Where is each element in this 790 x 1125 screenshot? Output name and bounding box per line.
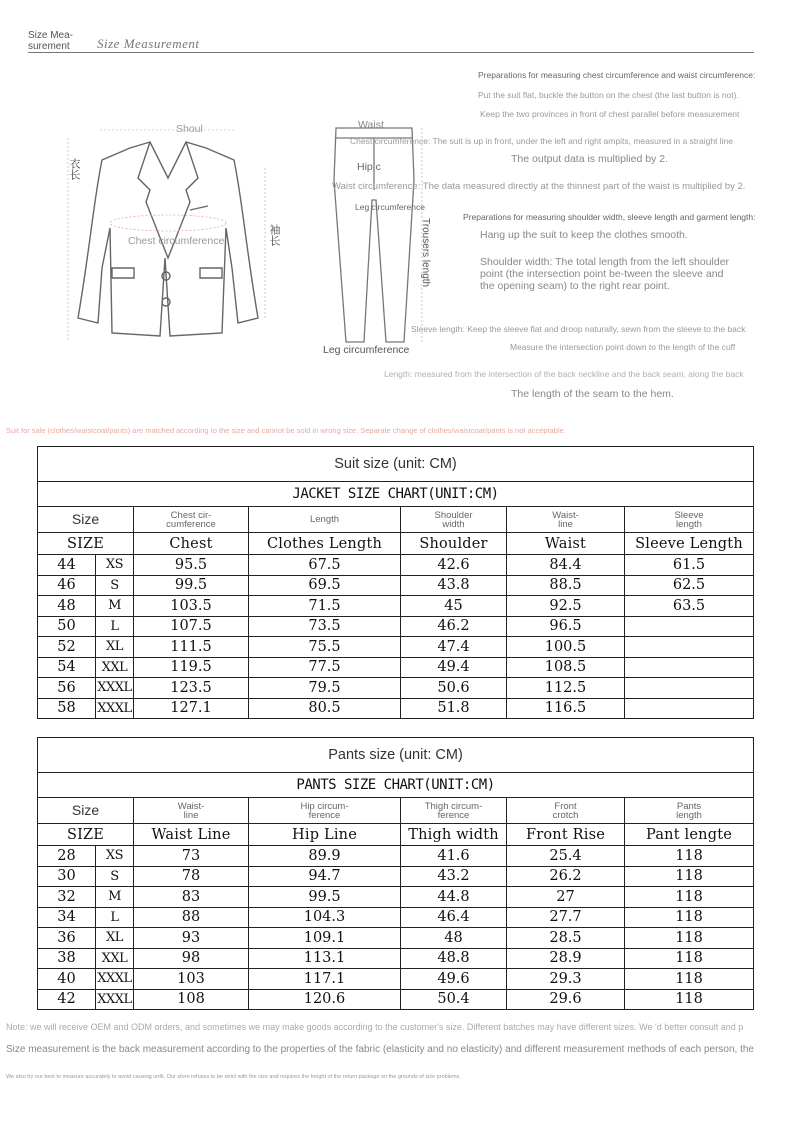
jacket-cell: 127.1: [134, 698, 249, 719]
shoulder-instruction: Shoulder width: The total length from the left shoulder point (the intersection point be-tween the sleeve and the opening seam) to the right rear point.: [480, 256, 730, 292]
jacket-label-cell: Shoulder width: [401, 507, 507, 533]
waist-instruction: Waist circumference: The data measured directly at the thinnest part of the waist is multiplied by 2.: [332, 181, 746, 192]
pants-cell: XL: [96, 928, 134, 949]
chest-instruction-title: Preparations for measuring chest circumference and waist circumference:: [478, 70, 756, 80]
jacket-cell: S: [96, 575, 134, 596]
pants-cell: 29.6: [507, 989, 625, 1010]
pants-cell: 43.2: [401, 866, 507, 887]
jacket-cell: 112.5: [507, 678, 625, 699]
jacket-size-table: [37, 446, 754, 719]
jacket-cell: 42.6: [401, 555, 507, 576]
pants-cell: XS: [96, 846, 134, 867]
pants-cell: M: [96, 887, 134, 908]
pants-cell: 118: [625, 948, 754, 969]
table-row: [38, 678, 754, 699]
pants-label-cell: Hip circum- ference: [249, 798, 401, 824]
table-row: [38, 948, 754, 969]
jacket-label-cell: Waist- line: [507, 507, 625, 533]
table-row: [38, 698, 754, 719]
jacket-cell: [625, 657, 754, 678]
jacket-header-cell: Clothes Length: [249, 533, 401, 555]
cn-sleeve-label: 袖长: [268, 224, 280, 246]
chest-instruction-2: Keep the two provinces in front of chest parallel before measurement: [480, 109, 740, 119]
pants-cell: 118: [625, 866, 754, 887]
jacket-cell: 67.5: [249, 555, 401, 576]
jacket-cell: 116.5: [507, 698, 625, 719]
footer-note-1: Note: we will receive OEM and ODM orders, and sometimes we may make goods according to the customer's size. Different batches may have different sizes. We 'd better consult and p: [6, 1022, 744, 1032]
shoulder-instruction-title: Preparations for measuring shoulder width, sleeve length and garment length:: [463, 212, 756, 222]
jacket-cell: 119.5: [134, 657, 249, 678]
jacket-cell: 46.2: [401, 616, 507, 637]
pants-label-cell: Waist- line: [134, 798, 249, 824]
jacket-cell: L: [96, 616, 134, 637]
pants-header-cell: Waist Line: [134, 824, 249, 846]
pants-cell: 26.2: [507, 866, 625, 887]
pants-cell: L: [96, 907, 134, 928]
jacket-cell: 43.8: [401, 575, 507, 596]
pants-cell: 108: [134, 989, 249, 1010]
pants-illustration: [322, 120, 432, 350]
table-row: [38, 575, 754, 596]
jacket-cell: 69.5: [249, 575, 401, 596]
jacket-cell: XXL: [96, 657, 134, 678]
pants-cell: 34: [38, 907, 96, 928]
pants-header-cell: Front Rise: [507, 824, 625, 846]
waist-label: Waist: [358, 119, 384, 131]
pants-cell: 44.8: [401, 887, 507, 908]
jacket-label-cell: Sleeve length: [625, 507, 754, 533]
pants-cell: 46.4: [401, 907, 507, 928]
jacket-cell: 50.6: [401, 678, 507, 699]
jacket-cell: 45: [401, 596, 507, 617]
pants-label-cell: Pants length: [625, 798, 754, 824]
jacket-cell: 79.5: [249, 678, 401, 699]
leg-circumference-lower-label: Leg circumference: [323, 344, 410, 356]
pants-cell: 41.6: [401, 846, 507, 867]
pants-header-cell: SIZE: [38, 824, 134, 846]
pants-cell: 117.1: [249, 969, 401, 990]
jacket-cell: [625, 698, 754, 719]
pants-cell: 88: [134, 907, 249, 928]
table-row: [38, 846, 754, 867]
pants-cell: 42: [38, 989, 96, 1010]
pants-cell: 118: [625, 969, 754, 990]
chest-label: Chest circumference: [128, 235, 225, 247]
table-row: [38, 989, 754, 1010]
jacket-cell: 61.5: [625, 555, 754, 576]
pants-cell: 113.1: [249, 948, 401, 969]
pants-cell: XXL: [96, 948, 134, 969]
hang-instruction: Hang up the suit to keep the clothes smooth.: [480, 229, 688, 241]
pants-cell: 28.9: [507, 948, 625, 969]
jacket-label-cell: Chest cir- cumference: [134, 507, 249, 533]
jacket-cell: 71.5: [249, 596, 401, 617]
pants-cell: 104.3: [249, 907, 401, 928]
jacket-cell: 50: [38, 616, 96, 637]
jacket-cell: 99.5: [134, 575, 249, 596]
pants-cell: 38: [38, 948, 96, 969]
sale-note: Suit for sale (clothes/waistcoat/pants) are matched according to the size and cannot be sold in wrong size. Separate change of clothes/waistcoat/pants is not acceptable.: [6, 426, 566, 435]
jacket-cell: XXXL: [96, 698, 134, 719]
pants-cell: 49.6: [401, 969, 507, 990]
length-instruction-1: Length: measured from the intersection of the back neckline and the back seam, along the back: [384, 369, 744, 379]
pants-cell: 28: [38, 846, 96, 867]
jacket-table-subtitle: JACKET SIZE CHART(UNIT:CM): [38, 482, 754, 507]
jacket-cell: 58: [38, 698, 96, 719]
jacket-cell: 52: [38, 637, 96, 658]
jacket-cell: 47.4: [401, 637, 507, 658]
jacket-cell: 62.5: [625, 575, 754, 596]
leg-circumference-upper-label: Leg circumference: [355, 202, 425, 212]
pants-cell: 27: [507, 887, 625, 908]
pants-cell: 78: [134, 866, 249, 887]
pants-cell: 28.5: [507, 928, 625, 949]
pants-header-cell: Hip Line: [249, 824, 401, 846]
table-row: [38, 637, 754, 658]
length-instruction-2: The length of the seam to the hem.: [511, 388, 674, 400]
table-row: [38, 887, 754, 908]
pants-cell: 25.4: [507, 846, 625, 867]
jacket-cell: 46: [38, 575, 96, 596]
jacket-cell: 107.5: [134, 616, 249, 637]
jacket-cell: 103.5: [134, 596, 249, 617]
pants-cell: 103: [134, 969, 249, 990]
jacket-cell: 84.4: [507, 555, 625, 576]
chest-instruction-4: The output data is multiplied by 2.: [511, 153, 669, 165]
jacket-cell: 95.5: [134, 555, 249, 576]
pants-cell: 83: [134, 887, 249, 908]
jacket-label-cell: Size: [38, 507, 134, 533]
jacket-header-cell: Shoulder: [401, 533, 507, 555]
pants-header-cell: Thigh width: [401, 824, 507, 846]
jacket-cell: 123.5: [134, 678, 249, 699]
jacket-header-cell: Sleeve Length: [625, 533, 754, 555]
pants-cell: 32: [38, 887, 96, 908]
jacket-label-cell: Length: [249, 507, 401, 533]
jacket-cell: 80.5: [249, 698, 401, 719]
pants-label-cell: Thigh circum- ference: [401, 798, 507, 824]
jacket-cell: 75.5: [249, 637, 401, 658]
header-label-line1: Size Mea-: [28, 30, 74, 41]
pants-label-cell: Size: [38, 798, 134, 824]
table-row: [38, 555, 754, 576]
sleeve-instruction-2: Measure the intersection point down to the length of the cuff: [510, 342, 736, 352]
pants-cell: 40: [38, 969, 96, 990]
jacket-cell: [625, 616, 754, 637]
pants-cell: 36: [38, 928, 96, 949]
table-row: [38, 907, 754, 928]
pants-cell: XXXL: [96, 989, 134, 1010]
pants-cell: 98: [134, 948, 249, 969]
pants-cell: 118: [625, 846, 754, 867]
jacket-table-title: Suit size (unit: CM): [38, 447, 754, 482]
jacket-cell: 111.5: [134, 637, 249, 658]
jacket-cell: 54: [38, 657, 96, 678]
jacket-cell: 44: [38, 555, 96, 576]
footer-note-2: Size measurement is the back measurement according to the properties of the fabric (elasticity and no elasticity) and different measurement methods of each person, the: [6, 1044, 754, 1055]
jacket-cell: 96.5: [507, 616, 625, 637]
trousers-length-label: Trousers length: [420, 218, 431, 288]
jacket-header-cell: Waist: [507, 533, 625, 555]
header-divider: [28, 52, 754, 53]
jacket-header-cell: Chest: [134, 533, 249, 555]
jacket-cell: 73.5: [249, 616, 401, 637]
jacket-cell: XL: [96, 637, 134, 658]
jacket-cell: M: [96, 596, 134, 617]
jacket-cell: 77.5: [249, 657, 401, 678]
pants-cell: 118: [625, 887, 754, 908]
pants-cell: 89.9: [249, 846, 401, 867]
table-row: [38, 866, 754, 887]
pants-cell: 73: [134, 846, 249, 867]
jacket-cell: 51.8: [401, 698, 507, 719]
pants-cell: 48.8: [401, 948, 507, 969]
hip-label: Hip c: [357, 161, 381, 173]
jacket-cell: 48: [38, 596, 96, 617]
footer-note-3: We also try our best to measure accurately to avoid causing unfit. Our store refuses to be strict with the size and requires the freight of the return package on the grounds of size problems.: [6, 1074, 461, 1080]
jacket-header-cell: SIZE: [38, 533, 134, 555]
pants-cell: 93: [134, 928, 249, 949]
pants-cell: 118: [625, 928, 754, 949]
sleeve-instruction-1: Sleeve length: Keep the sleeve flat and droop naturally, sewn from the sleeve to the back: [411, 324, 746, 334]
jacket-cell: 88.5: [507, 575, 625, 596]
table-row: [38, 969, 754, 990]
jacket-cell: 108.5: [507, 657, 625, 678]
pants-label-cell: Front crotch: [507, 798, 625, 824]
pants-cell: 120.6: [249, 989, 401, 1010]
pants-cell: 48: [401, 928, 507, 949]
jacket-cell: 100.5: [507, 637, 625, 658]
page-title: Size Measurement: [97, 36, 200, 51]
pants-cell: 29.3: [507, 969, 625, 990]
pants-cell: 109.1: [249, 928, 401, 949]
chest-instruction-1: Put the suit flat, buckle the button on the chest (the last button is not).: [478, 90, 739, 100]
pants-cell: 94.7: [249, 866, 401, 887]
jacket-cell: 63.5: [625, 596, 754, 617]
pants-size-table: [37, 737, 754, 1010]
pants-cell: 27.7: [507, 907, 625, 928]
table-row: [38, 928, 754, 949]
chest-instruction-3: Chest circumference: The suit is up in front, under the left and right ampits, measured in a straight line: [350, 136, 734, 146]
header-label-line2: surement: [28, 41, 70, 52]
table-row: [38, 596, 754, 617]
jacket-cell: 56: [38, 678, 96, 699]
pants-cell: 99.5: [249, 887, 401, 908]
pants-header-cell: Pant lengte: [625, 824, 754, 846]
pants-cell: 118: [625, 989, 754, 1010]
shoulder-label: Shoul: [176, 123, 203, 135]
pants-cell: 118: [625, 907, 754, 928]
jacket-cell: 92.5: [507, 596, 625, 617]
jacket-cell: XS: [96, 555, 134, 576]
pants-table-subtitle: PANTS SIZE CHART(UNIT:CM): [38, 773, 754, 798]
pants-cell: 50.4: [401, 989, 507, 1010]
pants-table-title: Pants size (unit: CM): [38, 738, 754, 773]
jacket-cell: [625, 678, 754, 699]
table-row: [38, 657, 754, 678]
jacket-cell: [625, 637, 754, 658]
header-label: [28, 30, 73, 52]
jacket-cell: 49.4: [401, 657, 507, 678]
pants-cell: 30: [38, 866, 96, 887]
jacket-cell: XXXL: [96, 678, 134, 699]
table-row: [38, 616, 754, 637]
pants-cell: S: [96, 866, 134, 887]
cn-length-label: 衣长: [68, 158, 80, 180]
pants-cell: XXXL: [96, 969, 134, 990]
